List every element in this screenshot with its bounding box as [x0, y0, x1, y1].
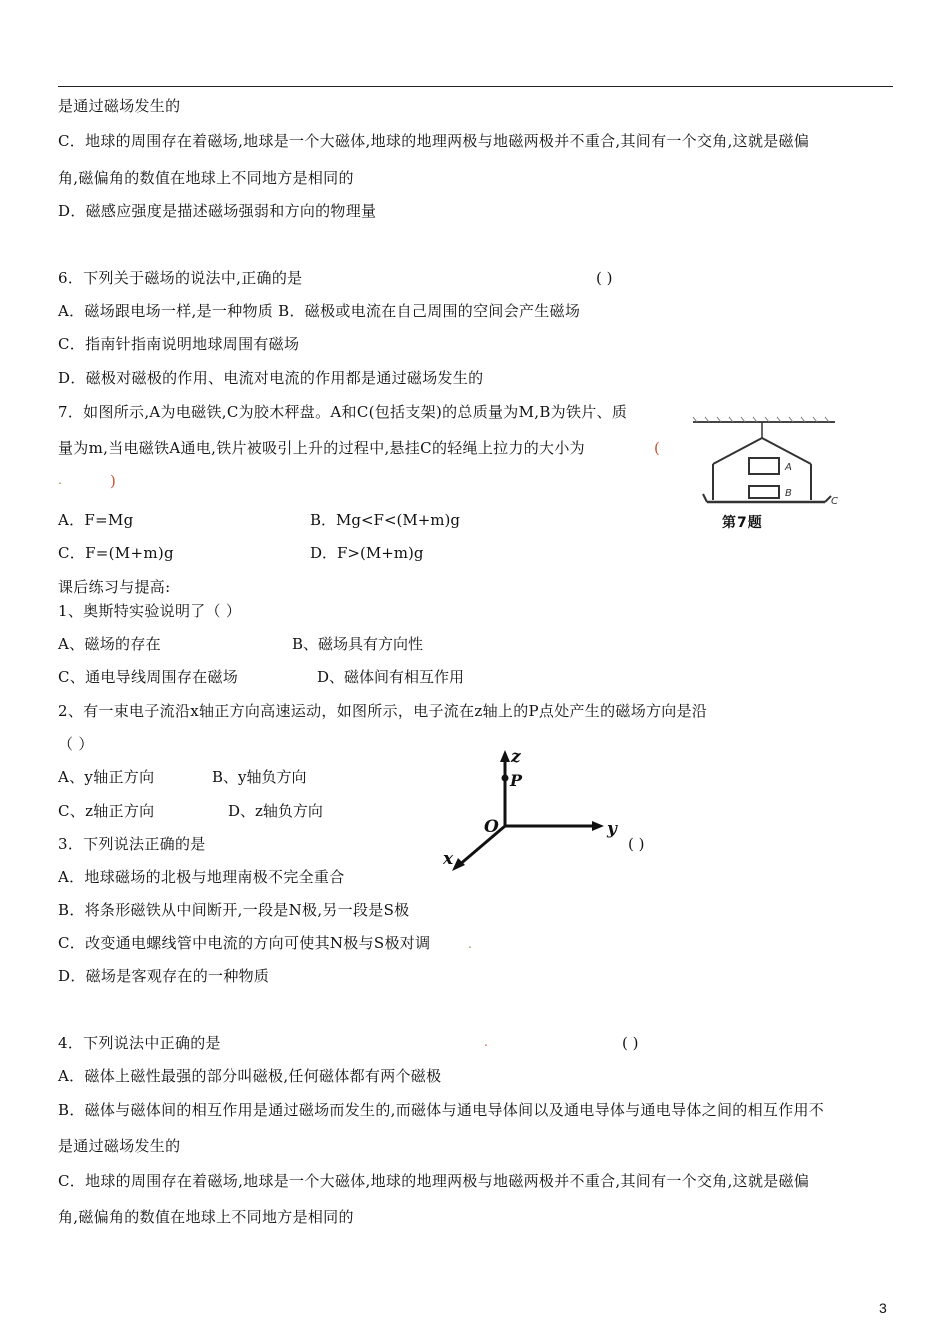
q7-paren-close: ) — [110, 472, 116, 490]
ac-q3-stem: 3．下列说法正确的是 — [58, 835, 206, 853]
q7-option-c: C．F=(M+m)g — [58, 544, 174, 562]
page-number: 3 — [879, 1300, 887, 1316]
label-b: B — [785, 488, 792, 499]
o-label: O — [484, 817, 499, 837]
ac-q3-option-d: D．磁场是客观存在的一种物质 — [58, 967, 270, 985]
q7-option-d: D．F>(M+m)g — [310, 544, 424, 562]
header-rule — [58, 86, 893, 87]
q7-stem-line2: 量为m,当电磁铁A通电,铁片被吸引上升的过程中,悬挂C的轻绳上拉力的大小为 — [58, 439, 585, 457]
label-a: A — [785, 462, 792, 473]
ac-q2-stem: 2、有一束电子流沿x轴正方向高速运动，如图所示，电子流在z轴上的P点处产生的磁场方向是沿 — [58, 702, 708, 720]
ac-q2-option-c: C、z轴正方向 — [58, 802, 155, 820]
ac-q1-option-a: A、磁场的存在 — [58, 635, 161, 653]
section-heading: 课后练习与提高: — [58, 578, 171, 596]
ac-q1-option-d: D、磁体间有相互作用 — [317, 668, 465, 686]
mark-dot: . — [58, 473, 62, 487]
q6-answer-paren: ( ) — [596, 269, 613, 287]
q6-stem: 6．下列关于磁场的说法中,正确的是 — [58, 269, 303, 287]
ac-q2-option-d: D、z轴负方向 — [228, 802, 323, 820]
ac-q3-option-c: C．改变通电螺线管中电流的方向可使其N极与S极对调 — [58, 934, 431, 952]
ac-q4-paren: ( ) — [622, 1034, 639, 1052]
q7-option-b: B．Mg<F<(M+m)g — [310, 511, 460, 529]
mark-dot: . — [468, 937, 472, 951]
ac-q3-option-a: A．地球磁场的北极与地理南极不完全重合 — [58, 868, 345, 886]
ac-q3-paren: ( ) — [628, 835, 645, 853]
y-label: y — [607, 819, 617, 839]
q7-option-a: A．F=Mg — [58, 511, 134, 529]
ac-q2-option-a: A、y轴正方向 — [58, 768, 155, 786]
q7-stem-line1: 7．如图所示,A为电磁铁,C为胶木秤盘。A和C(包括支架)的总质量为M,B为铁片、质 — [58, 403, 628, 421]
text-line: 角,磁偏角的数值在地球上不同地方是相同的 — [58, 169, 354, 187]
p-label: P — [510, 771, 523, 790]
ac-q4-option-a: A．磁体上磁性最强的部分叫磁极,任何磁体都有两个磁极 — [58, 1067, 442, 1085]
text-line: 是通过磁场发生的 — [58, 97, 181, 115]
label-c: C — [831, 496, 838, 507]
q6-option-c: C．指南针指南说明地球周围有磁场 — [58, 335, 300, 353]
ac-q4-option-c-line1: C．地球的周围存在着磁场,地球是一个大磁体,地球的地理两极与地磁两极并不重合,其间有一个交角,这就是磁偏 — [58, 1172, 810, 1190]
ac-q1-option-c: C、通电导线周围存在磁场 — [58, 668, 239, 686]
q6-option-d: D．磁极对磁极的作用、电流对电流的作用都是通过磁场发生的 — [58, 369, 484, 387]
q6-option-ab: A．磁场跟电场一样,是一种物质 B．磁极或电流在自己周围的空间会产生磁场 — [58, 302, 581, 320]
z-label: z — [511, 747, 521, 767]
q7-paren-open: ( — [654, 439, 660, 457]
ac-q4-stem: 4．下列说法中正确的是 — [58, 1034, 221, 1052]
q7-figure — [685, 414, 845, 534]
ac-q4-option-b-line1: B．磁体与磁体间的相互作用是通过磁场而发生的,而磁体与通电导体间以及通电导体与通电导体之间的相互作用不 — [58, 1101, 825, 1119]
x-label: x — [443, 849, 454, 869]
ac-q3-option-b: B．将条形磁铁从中间断开,一段是N极,另一段是S极 — [58, 901, 410, 919]
text-line: C．地球的周围存在着磁场,地球是一个大磁体,地球的地理两极与地磁两极并不重合,其间有一个交角,这就是磁偏 — [58, 132, 810, 150]
ac-q2-paren: （ ） — [58, 735, 94, 753]
ac-q4-option-b-line2: 是通过磁场发生的 — [58, 1137, 181, 1155]
axes-figure — [438, 742, 628, 877]
ac-q1-option-b: B、磁场具有方向性 — [292, 635, 424, 653]
mark-dot: . — [484, 1035, 488, 1049]
ac-q2-option-b: B、y轴负方向 — [212, 768, 307, 786]
ac-q4-option-c-line2: 角,磁偏角的数值在地球上不同地方是相同的 — [58, 1208, 354, 1226]
q7-figure-caption: 第7题 — [722, 515, 763, 531]
ac-q1-stem: 1、奥斯特实验说明了（ ） — [58, 602, 242, 620]
text-line: D．磁感应强度是描述磁场强弱和方向的物理量 — [58, 202, 377, 220]
